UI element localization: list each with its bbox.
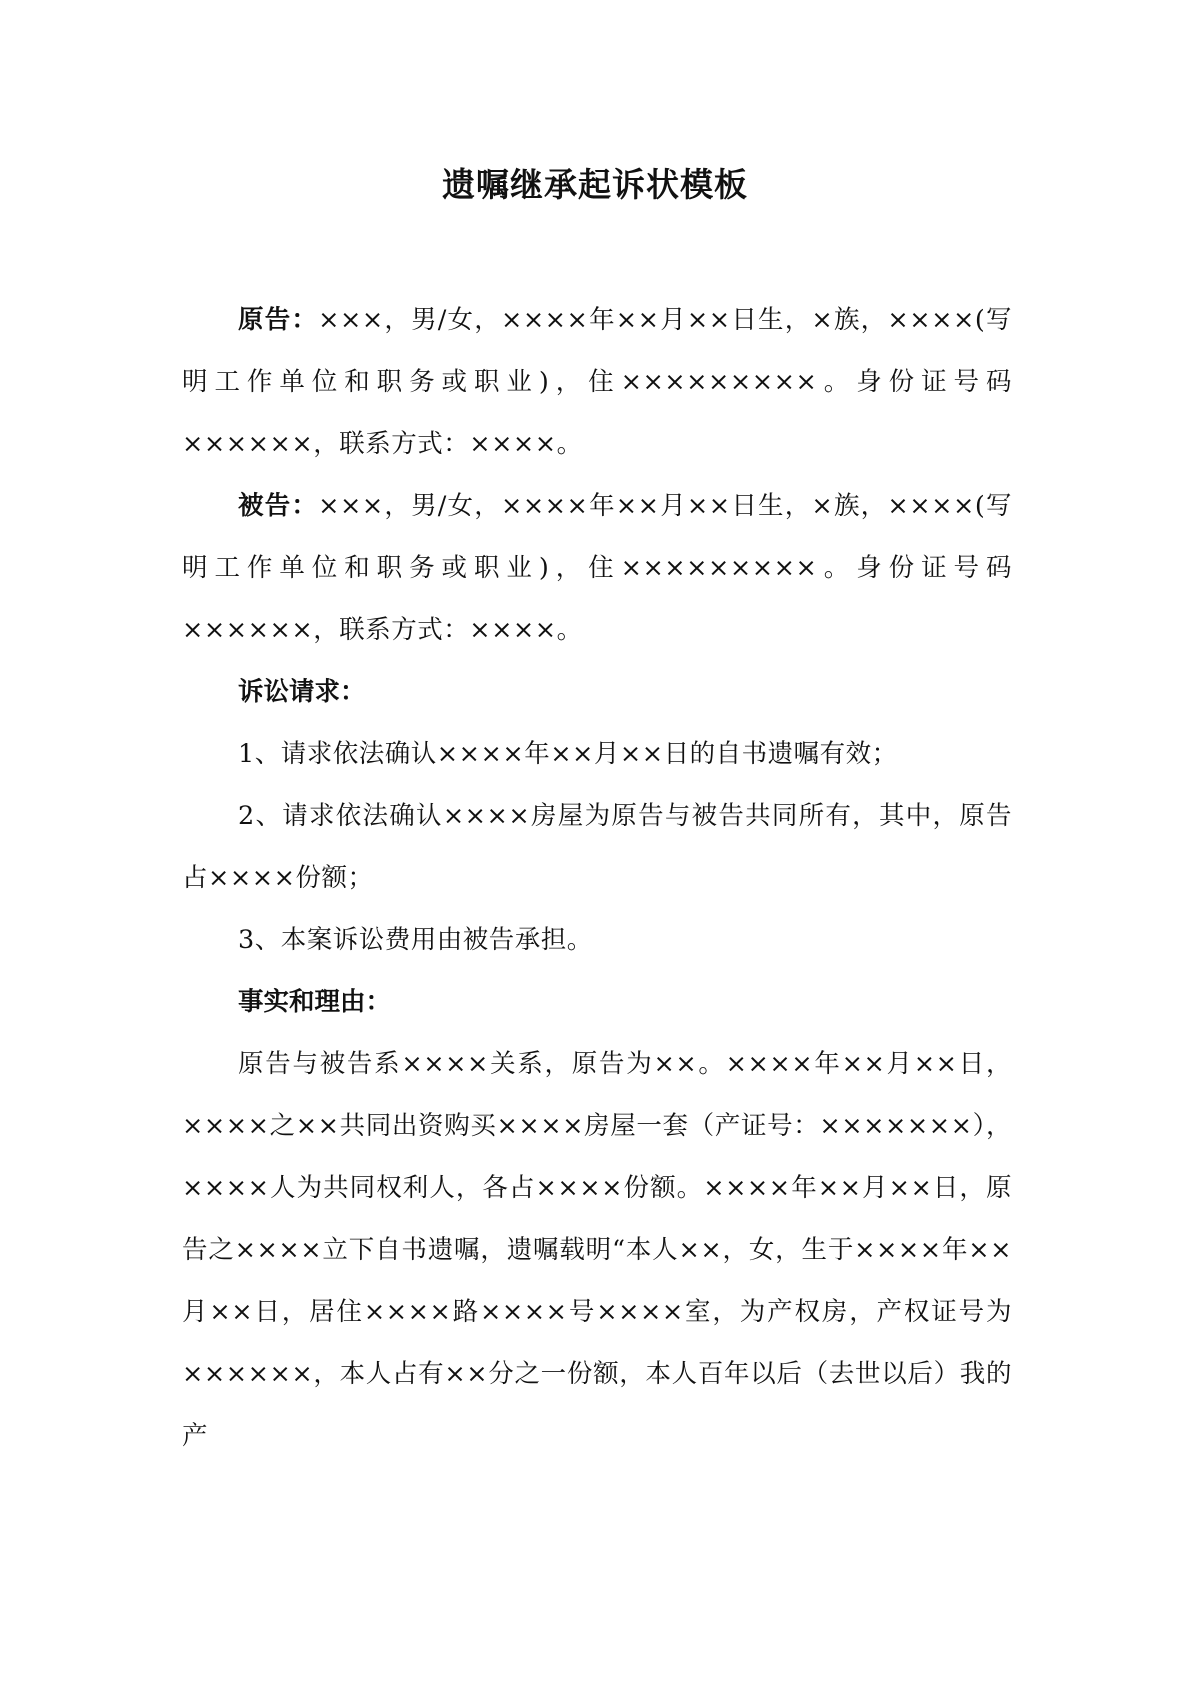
claims-heading: 诉讼请求： [238, 677, 366, 707]
facts-paragraph: 原告与被告系××××关系，原告为××。××××年××月××日，××××之××共同出资购买××××房屋一套（产证号：×××××××），××××人为共同权利人，各占××××份额。××××年××月××日，原告之××××立下自书遗嘱，遗嘱载明“本人××，女，生于××××年××月××日，居住××××路××××号××××室，为产权房，产权证号为××××××，本人占有××分之一份额，本人百年以后（去世以后）我的产 [182, 1049, 1012, 1451]
defendant-label: 被告： [238, 491, 319, 521]
claim-item-2: 2、请求依法确认××××房屋为原告与被告共同所有，其中，原告占××××份额； [182, 801, 1012, 893]
plaintiff-paragraph [182, 289, 1012, 475]
claim-item-3: 3、本案诉讼费用由被告承担。 [238, 925, 593, 955]
facts-heading: 事实和理由： [238, 987, 392, 1017]
defendant-details: ×××，男/女，××××年××月××日生，×族，××××(写明工作单位和职务或职业)，住×××××××××。身份证号码××××××，联系方式：××××。 [182, 491, 1012, 645]
plaintiff-label: 原告： [238, 305, 319, 335]
defendant-paragraph [182, 475, 1012, 661]
claim-item-1: 1、请求依法确认××××年××月××日的自书遗嘱有效； [238, 739, 898, 769]
document-title: 遗嘱继承起诉状模板 [442, 165, 748, 204]
document-body [182, 289, 1012, 1467]
plaintiff-details: ×××，男/女，××××年××月××日生，×族，××××(写明工作单位和职务或职业)，住×××××××××。身份证号码××××××，联系方式：××××。 [182, 305, 1012, 459]
